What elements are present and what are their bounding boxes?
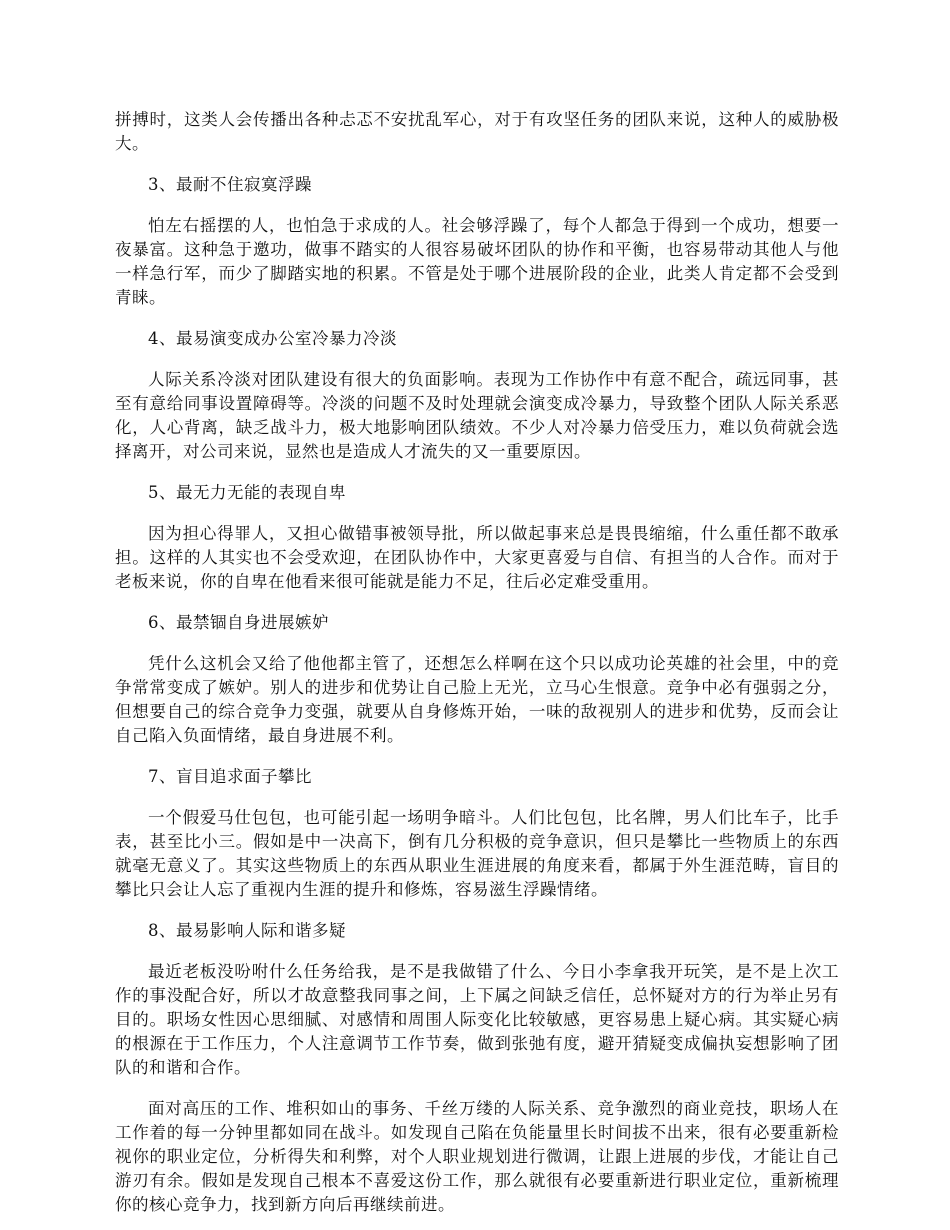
- section-heading-8: 8、最易影响人际和谐多疑: [148, 921, 346, 940]
- document-page: [115, 108, 839, 1217]
- section-heading-5: 5、最无力无能的表现自卑: [148, 483, 346, 502]
- section-body-3: 怕左右摇摆的人，也怕急于求成的人。社会够浮躁了，每个人都急于得到一个成功，想要一夜暴富。这种急于邀功，做事不踏实的人很容易破坏团队的协作和平衡，也容易带动其他人与他一样急行军，而少了脚踏实地的积累。不管是处于哪个进展阶段的企业，此类人肯定都不会受到青睐。: [115, 216, 839, 307]
- section-body-5: 因为担心得罪人，又担心做错事被领导批，所以做起事来总是畏畏缩缩，什么重任都不敢承担。这样的人其实也不会受欢迎，在团队协作中，大家更喜爱与自信、有担当的人合作。而对于老板来说，你的自卑在他看来很可能就是能力不足，往后必定难受重用。: [115, 524, 839, 591]
- section-body-4: 人际关系冷淡对团队建设有很大的负面影响。表现为工作协作中有意不配合，疏远同事，甚至有意给同事设置障碍等。冷淡的问题不及时处理就会演变成冷暴力，导致整个团队人际关系恶化，人心背离，缺乏战斗力，极大地影响团队绩效。不少人对冷暴力倍受压力，难以负荷就会选择离开，对公司来说，显然也是造成人才流失的又一重要原因。: [115, 370, 839, 461]
- conclusion-paragraph: 面对高压的工作、堆积如山的事务、千丝万缕的人际关系、竞争激烈的商业竞技，职场人在工作着的每一分钟里都如同在战斗。如发现自己陷在负能量里长时间拔不出来，很有必要重新检视你的职业定位，分析得失和利弊，对个人职业规划进行微调，让跟上进展的步伐，才能让自己游刃有余。假如是发现自己根本不喜爱这份工作，那么就很有必要重新进行职业定位，重新梳理你的核心竞争力，找到新方向后再继续前进。: [115, 1099, 839, 1214]
- section-heading-6: 6、最禁锢自身进展嫉妒: [148, 613, 329, 632]
- section-body-6: 凭什么这机会又给了他他都主管了，还想怎么样啊在这个只以成功论英雄的社会里，中的竞争常常变成了嫉妒。别人的进步和优势让自己脸上无光，立马心生恨意。竞争中必有强弱之分，但想要自己的综合竞争力变强，就要从自身修炼开始，一味的敌视别人的进步和优势，反而会让自己陷入负面情绪，最自身进展不利。: [115, 654, 839, 745]
- section-body-7: 一个假爱马仕包包，也可能引起一场明争暗斗。人们比包包，比名牌，男人们比车子，比手表，甚至比小三。假如是中一决高下，倒有几分积极的竞争意识，但只是攀比一些物质上的东西就毫无意义了。其实这些物质上的东西从职业生涯进展的角度来看，都属于外生涯范畴，盲目的攀比只会让人忘了重视内生涯的提升和修炼，容易滋生浮躁情绪。: [115, 808, 839, 899]
- intro-continuation: 拼搏时，这类人会传播出各种忐忑不安扰乱军心，对于有攻坚任务的团队来说，这种人的威胁极大。: [115, 110, 839, 153]
- section-heading-7: 7、盲目追求面子攀比: [148, 767, 312, 786]
- section-body-8: 最近老板没吩咐什么任务给我，是不是我做错了什么、今日小李拿我开玩笑，是不是上次工作的事没配合好，所以才故意整我同事之间，上下属之间缺乏信任，总怀疑对方的行为举止另有目的。职场女性因心思细腻、对感情和周围人际变化比较敏感，更容易患上疑心病。其实疑心病的根源在于工作压力，个人注意调节工作节奏，做到张弛有度，避开猜疑变成偏执妄想影响了团队的和谐和合作。: [115, 962, 839, 1077]
- section-heading-4: 4、最易演变成办公室冷暴力冷淡: [148, 329, 397, 348]
- section-heading-3: 3、最耐不住寂寞浮躁: [148, 175, 312, 194]
